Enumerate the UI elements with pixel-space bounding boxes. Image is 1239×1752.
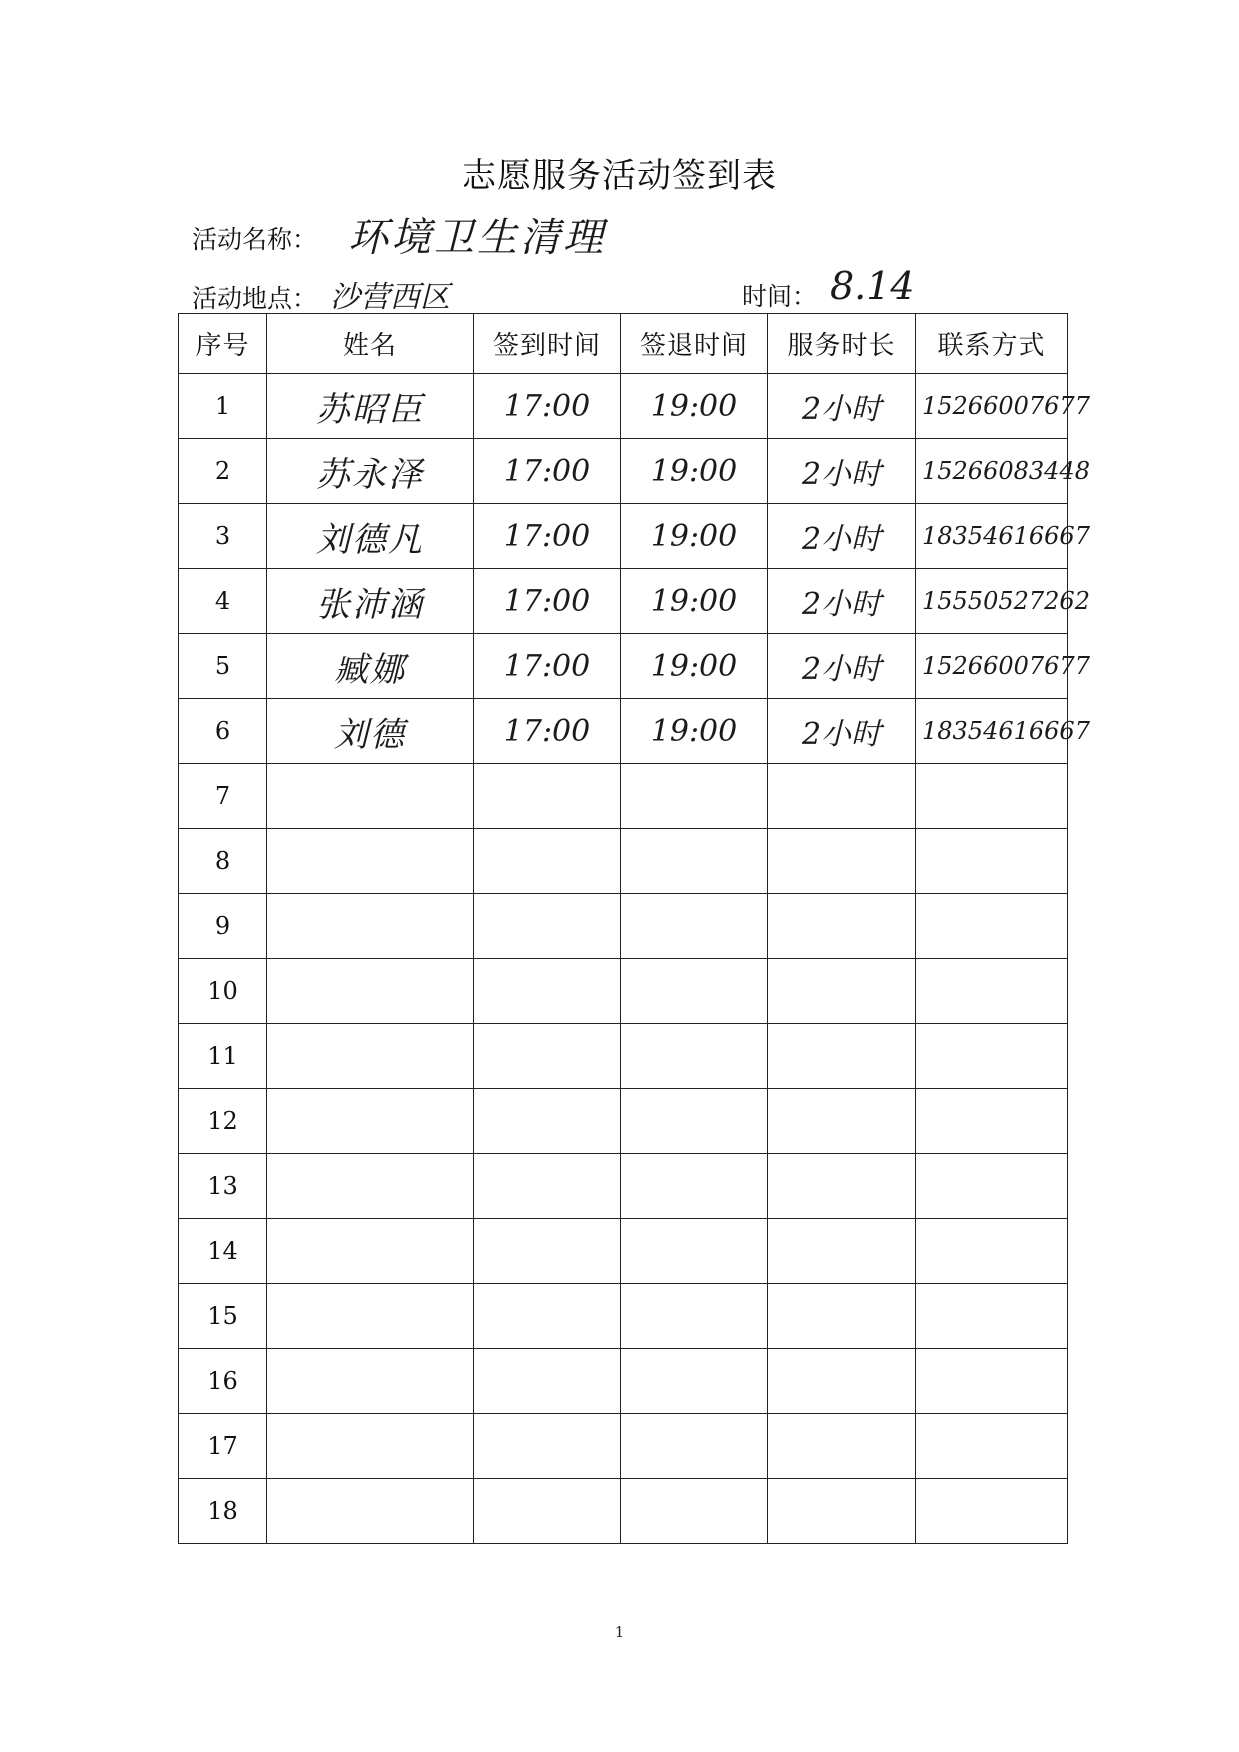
cell-service-duration: 2小时 xyxy=(768,569,916,634)
cell-service-duration: 2小时 xyxy=(768,634,916,699)
cell-sign-out-time: 19:00 xyxy=(621,699,768,764)
cell-sign-out-time xyxy=(621,1479,768,1544)
column-header-contact: 联系方式 xyxy=(916,314,1068,374)
cell-sign-out-time xyxy=(621,894,768,959)
cell-sign-out-time: 19:00 xyxy=(621,374,768,439)
cell-contact xyxy=(916,1024,1068,1089)
table-row xyxy=(179,829,1068,894)
cell-contact: 18354616667 xyxy=(916,699,1068,764)
cell-name xyxy=(267,959,474,1024)
activity-time-label: 时间： xyxy=(742,282,818,311)
cell-index: 7 xyxy=(179,764,267,829)
cell-name: 苏永泽 xyxy=(267,439,474,504)
cell-sign-out-time xyxy=(621,1089,768,1154)
cell-sign-in-time xyxy=(474,1284,621,1349)
cell-index: 15 xyxy=(179,1284,267,1349)
cell-contact: 15550527262 xyxy=(916,569,1068,634)
cell-sign-out-time xyxy=(621,959,768,1024)
cell-sign-out-time xyxy=(621,764,768,829)
page-number: 1 xyxy=(614,1623,625,1641)
table-row xyxy=(179,1154,1068,1219)
cell-sign-in-time: 17:00 xyxy=(474,634,621,699)
cell-sign-in-time xyxy=(474,1089,621,1154)
cell-index: 4 xyxy=(179,569,267,634)
cell-name: 苏昭臣 xyxy=(267,374,474,439)
cell-service-duration xyxy=(768,894,916,959)
column-header-sign-in-time: 签到时间 xyxy=(474,314,621,374)
cell-contact xyxy=(916,1349,1068,1414)
cell-index: 6 xyxy=(179,699,267,764)
cell-sign-in-time xyxy=(474,1414,621,1479)
table-row xyxy=(179,764,1068,829)
cell-sign-in-time: 17:00 xyxy=(474,699,621,764)
cell-sign-in-time xyxy=(474,894,621,959)
cell-index: 12 xyxy=(179,1089,267,1154)
cell-contact xyxy=(916,764,1068,829)
cell-name xyxy=(267,1024,474,1089)
cell-name: 刘德 xyxy=(267,699,474,764)
table-row xyxy=(179,439,1068,504)
cell-index: 10 xyxy=(179,959,267,1024)
cell-service-duration xyxy=(768,1349,916,1414)
cell-service-duration xyxy=(768,1414,916,1479)
cell-sign-out-time xyxy=(621,1219,768,1284)
cell-sign-in-time: 17:00 xyxy=(474,569,621,634)
table-header-row xyxy=(179,314,1068,374)
cell-sign-in-time xyxy=(474,829,621,894)
cell-service-duration xyxy=(768,1024,916,1089)
cell-index: 9 xyxy=(179,894,267,959)
cell-contact xyxy=(916,959,1068,1024)
cell-index: 13 xyxy=(179,1154,267,1219)
cell-service-duration xyxy=(768,764,916,829)
cell-name: 臧娜 xyxy=(267,634,474,699)
cell-name xyxy=(267,764,474,829)
cell-sign-out-time xyxy=(621,1349,768,1414)
cell-contact xyxy=(916,1089,1068,1154)
cell-sign-out-time: 19:00 xyxy=(621,504,768,569)
cell-sign-in-time xyxy=(474,1024,621,1089)
cell-name xyxy=(267,894,474,959)
table-row xyxy=(179,1284,1068,1349)
table-row xyxy=(179,894,1068,959)
activity-name-label: 活动名称： xyxy=(192,225,318,254)
table-row xyxy=(179,1089,1068,1154)
cell-service-duration xyxy=(768,959,916,1024)
cell-sign-in-time: 17:00 xyxy=(474,439,621,504)
cell-name xyxy=(267,1479,474,1544)
cell-contact xyxy=(916,1479,1068,1544)
cell-contact: 18354616667 xyxy=(916,504,1068,569)
cell-name xyxy=(267,1414,474,1479)
cell-contact xyxy=(916,894,1068,959)
table-row xyxy=(179,699,1068,764)
cell-sign-out-time xyxy=(621,829,768,894)
cell-service-duration: 2小时 xyxy=(768,504,916,569)
cell-sign-in-time xyxy=(474,1349,621,1414)
cell-sign-out-time xyxy=(621,1024,768,1089)
cell-contact xyxy=(916,829,1068,894)
cell-service-duration xyxy=(768,1284,916,1349)
cell-sign-out-time: 19:00 xyxy=(621,439,768,504)
table-row xyxy=(179,959,1068,1024)
table-row xyxy=(179,1349,1068,1414)
cell-index: 18 xyxy=(179,1479,267,1544)
cell-service-duration xyxy=(768,1479,916,1544)
column-header-sign-out-time: 签退时间 xyxy=(621,314,768,374)
column-header-index: 序号 xyxy=(179,314,267,374)
cell-name xyxy=(267,829,474,894)
column-header-service-duration: 服务时长 xyxy=(768,314,916,374)
cell-index: 1 xyxy=(179,374,267,439)
cell-service-duration: 2小时 xyxy=(768,699,916,764)
cell-sign-in-time xyxy=(474,1154,621,1219)
table-row xyxy=(179,1219,1068,1284)
cell-contact: 15266007677 xyxy=(916,374,1068,439)
cell-sign-in-time xyxy=(474,959,621,1024)
activity-name-value: 环境卫生清理 xyxy=(348,215,606,261)
activity-time-value: 8.14 xyxy=(830,264,915,308)
page-title: 志愿服务活动签到表 xyxy=(462,156,777,196)
cell-sign-in-time: 17:00 xyxy=(474,504,621,569)
table-row xyxy=(179,1414,1068,1479)
cell-name: 刘德凡 xyxy=(267,504,474,569)
cell-index: 5 xyxy=(179,634,267,699)
cell-index: 8 xyxy=(179,829,267,894)
cell-index: 16 xyxy=(179,1349,267,1414)
cell-service-duration xyxy=(768,1089,916,1154)
cell-service-duration xyxy=(768,1154,916,1219)
cell-name xyxy=(267,1349,474,1414)
table-row xyxy=(179,504,1068,569)
cell-service-duration xyxy=(768,829,916,894)
cell-sign-out-time xyxy=(621,1414,768,1479)
cell-service-duration xyxy=(768,1219,916,1284)
cell-name: 张沛涵 xyxy=(267,569,474,634)
cell-sign-out-time xyxy=(621,1284,768,1349)
cell-contact xyxy=(916,1154,1068,1219)
cell-sign-out-time xyxy=(621,1154,768,1219)
cell-index: 17 xyxy=(179,1414,267,1479)
cell-index: 14 xyxy=(179,1219,267,1284)
cell-name xyxy=(267,1284,474,1349)
cell-contact xyxy=(916,1414,1068,1479)
column-header-name: 姓名 xyxy=(267,314,474,374)
cell-service-duration: 2小时 xyxy=(768,439,916,504)
cell-sign-out-time: 19:00 xyxy=(621,569,768,634)
table-row xyxy=(179,1024,1068,1089)
cell-index: 2 xyxy=(179,439,267,504)
table-body xyxy=(179,374,1090,1544)
cell-sign-in-time: 17:00 xyxy=(474,374,621,439)
cell-contact xyxy=(916,1284,1068,1349)
cell-sign-in-time xyxy=(474,1479,621,1544)
cell-contact xyxy=(916,1219,1068,1284)
table-row xyxy=(179,1479,1068,1544)
cell-service-duration: 2小时 xyxy=(768,374,916,439)
cell-sign-in-time xyxy=(474,764,621,829)
table-row xyxy=(179,569,1068,634)
cell-name xyxy=(267,1154,474,1219)
activity-place-label: 活动地点： xyxy=(192,284,318,313)
cell-sign-out-time: 19:00 xyxy=(621,634,768,699)
sign-in-table xyxy=(178,313,1090,1544)
cell-contact: 15266083448 xyxy=(916,439,1068,504)
cell-sign-in-time xyxy=(474,1219,621,1284)
cell-contact: 15266007677 xyxy=(916,634,1068,699)
cell-name xyxy=(267,1089,474,1154)
table-row xyxy=(179,374,1068,439)
cell-index: 3 xyxy=(179,504,267,569)
activity-place-value: 沙营西区 xyxy=(330,280,450,315)
cell-index: 11 xyxy=(179,1024,267,1089)
cell-name xyxy=(267,1219,474,1284)
table-row xyxy=(179,634,1068,699)
